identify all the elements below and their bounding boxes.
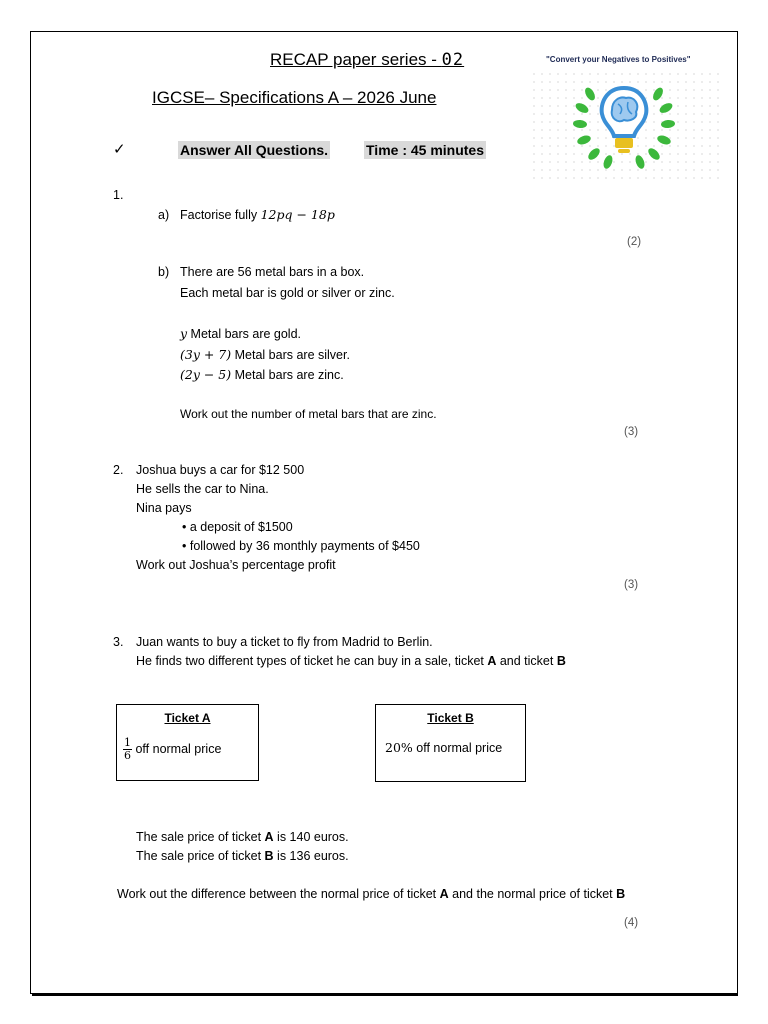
q1a-expression: 12pq − 18p xyxy=(260,207,335,222)
instruction xyxy=(178,142,330,158)
zinc-text: Metal bars are zinc. xyxy=(231,368,344,382)
q2-bullet2: • followed by 36 monthly payments of $450 xyxy=(182,539,420,553)
ticket-b-text: off normal price xyxy=(412,741,503,755)
ticket-b-percent: 20% xyxy=(385,740,413,755)
zinc-expression: (2y − 5) xyxy=(180,367,232,382)
q3-line2-b: B xyxy=(556,654,566,668)
q2-task: Work out Joshua’s percentage profit xyxy=(136,558,336,572)
page-border-shadow xyxy=(32,994,738,996)
instruction-text: Answer All Questions. xyxy=(180,142,329,158)
q1b-silver xyxy=(180,347,350,362)
sale-b-pre: The sale price of ticket xyxy=(136,849,265,863)
q3-task-b: B xyxy=(616,887,626,901)
title-prefix: RECAP paper series - xyxy=(270,50,442,69)
q2-marks: (3) xyxy=(624,579,639,591)
q1b-label: b) xyxy=(158,265,170,279)
q3-task-a: A xyxy=(439,887,449,901)
ticket-a-discount xyxy=(123,737,221,762)
q2-number: 2. xyxy=(113,463,124,477)
sale-price-a xyxy=(136,830,349,844)
q1a-label: a) xyxy=(158,208,170,222)
slogan: "Convert your Negatives to Positives" xyxy=(546,55,691,64)
sale-a-post: is 140 euros. xyxy=(273,830,349,844)
q2-bullet1: • a deposit of $1500 xyxy=(182,520,293,534)
lightbulb-brain-laurel-icon xyxy=(572,74,676,174)
ticket-b-box xyxy=(375,704,526,782)
ticket-a-title: Ticket A xyxy=(164,711,211,725)
checkmark-icon: ✓ xyxy=(113,141,126,158)
q2-line1: Joshua buys a car for $12 500 xyxy=(136,463,305,477)
q3-line1: Juan wants to buy a ticket to fly from Madrid to Berlin. xyxy=(136,635,433,649)
sale-b-bold: B xyxy=(264,849,274,863)
silver-expression: (3y + 7) xyxy=(180,347,232,362)
gold-text: Metal bars are gold. xyxy=(187,327,302,341)
time-text: Time : 45 minutes xyxy=(366,142,485,158)
ticket-a-fraction xyxy=(123,737,132,762)
q3-task-mid: and the normal price of ticket xyxy=(448,887,617,901)
q1b-line1: There are 56 metal bars in a box. xyxy=(180,265,365,279)
q2-line2: He sells the car to Nina. xyxy=(136,482,269,496)
q3-line2-pre: He finds two different types of ticket he can buy in a sale, ticket xyxy=(136,654,488,668)
q3-line2-mid: and ticket xyxy=(496,654,557,668)
ticket-a-box xyxy=(116,704,259,781)
sale-price-b xyxy=(136,849,349,863)
q3-marks: (4) xyxy=(624,917,639,929)
q1a-text: Factorise fully xyxy=(180,208,261,222)
q1a-question xyxy=(180,207,335,222)
q1b-gold xyxy=(180,326,301,341)
q3-number: 3. xyxy=(113,635,124,649)
q2-line3: Nina pays xyxy=(136,501,192,515)
q1-number: 1. xyxy=(113,188,124,202)
q3-task xyxy=(117,887,625,901)
sale-a-pre: The sale price of ticket xyxy=(136,830,265,844)
q1b-line2: Each metal bar is gold or silver or zinc. xyxy=(180,286,395,300)
ticket-b-title: Ticket B xyxy=(427,711,474,725)
q3-line2-a: A xyxy=(487,654,497,668)
q3-line2 xyxy=(136,654,566,668)
ticket-a-text: off normal price xyxy=(132,741,222,756)
q3-task-pre: Work out the difference between the normal price of ticket xyxy=(117,887,440,901)
q1b-task: Work out the number of metal bars that are zinc. xyxy=(180,407,437,421)
paper-title xyxy=(270,50,464,70)
fraction-denominator: 6 xyxy=(124,749,131,762)
silver-text: Metal bars are silver. xyxy=(231,348,350,362)
sale-b-post: is 136 euros. xyxy=(273,849,349,863)
sale-a-bold: A xyxy=(264,830,274,844)
series-number: 02 xyxy=(441,50,465,70)
ticket-b-discount xyxy=(385,740,502,755)
gold-expression: y xyxy=(180,326,188,341)
q1a-marks: (2) xyxy=(627,236,642,248)
paper-subtitle: IGCSE– Specifications A – 2026 June xyxy=(152,88,437,107)
fraction-numerator: 1 xyxy=(124,736,131,749)
q1b-marks: (3) xyxy=(624,426,639,438)
time-allowed xyxy=(364,142,486,158)
q1b-zinc xyxy=(180,367,344,382)
